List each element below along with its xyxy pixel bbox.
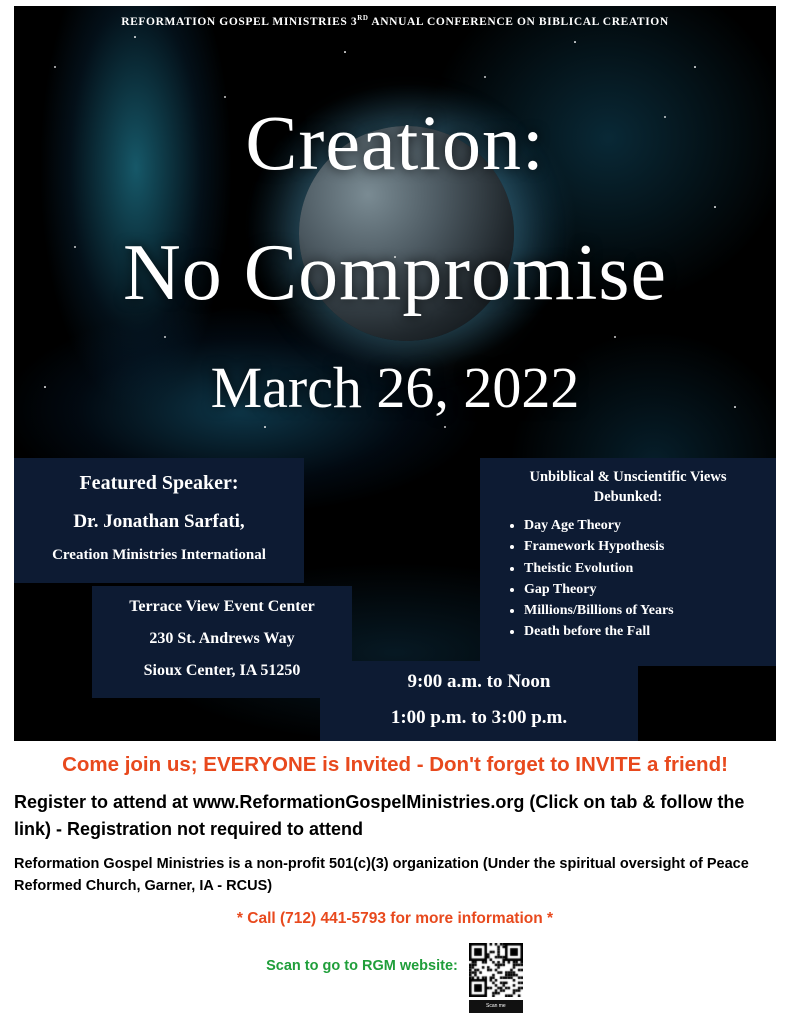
debunked-views-box — [480, 458, 776, 666]
conference-header-suffix: ANNUAL CONFERENCE ON BIBLICAL CREATION — [368, 15, 669, 28]
poster-date: March 26, 2022 — [210, 355, 580, 420]
conference-header — [14, 14, 776, 28]
list-item: • Framework Hypothesis — [524, 536, 770, 557]
debunked-views-list — [486, 515, 770, 643]
poster-title-line2: No Compromise — [122, 229, 668, 317]
featured-speaker-name: Dr. Jonathan Sarfati, — [73, 511, 245, 532]
qr-caption: Scan me — [469, 1000, 523, 1013]
session-times-box — [320, 661, 638, 741]
poster-title-line1: Creation: — [245, 99, 545, 186]
list-item: • Gap Theory — [524, 579, 770, 600]
qr-scan-row — [0, 942, 790, 1014]
conference-header-prefix: REFORMATION GOSPEL MINISTRIES 3 — [121, 15, 358, 28]
debunked-views-heading-line1: Unbiblical & Unscientific Views — [529, 469, 727, 485]
session-time-morning: 9:00 a.m. to Noon — [407, 671, 551, 692]
venue-street: 230 St. Andrews Way — [149, 630, 295, 647]
list-item: • Day Age Theory — [524, 515, 770, 536]
poster-image — [14, 6, 776, 741]
register-line: Register to attend at www.ReformationGospelMinistries.org (Click on tab & follow the link) - Registration not required to attend — [14, 792, 745, 839]
qr-code-canvas — [469, 943, 523, 997]
invite-line: Come join us; EVERYONE is Invited - Don't forget to INVITE a friend! — [62, 753, 728, 776]
list-item: • Death before the Fall — [524, 621, 770, 642]
nonprofit-line: Reformation Gospel Ministries is a non-profit 501(c)(3) organization (Under the spiritual oversight of Peace Reformed Church, Garner, IA - RCUS) — [14, 856, 749, 895]
featured-speaker-label: Featured Speaker: — [79, 472, 239, 494]
call-line: * Call (712) 441-5793 for more information * — [236, 909, 554, 927]
venue-name: Terrace View Event Center — [129, 598, 315, 615]
session-time-afternoon: 1:00 p.m. to 3:00 p.m. — [390, 707, 568, 728]
featured-speaker-box — [14, 458, 304, 583]
footer-section — [0, 745, 790, 1014]
venue-box — [92, 586, 352, 698]
venue-city: Sioux Center, IA 51250 — [143, 662, 301, 679]
scan-label: Scan to go to RGM website: — [266, 957, 458, 974]
debunked-views-heading-line2: Debunked: — [593, 488, 663, 505]
featured-speaker-org: Creation Ministries International — [52, 547, 266, 563]
qr-code[interactable] — [468, 942, 524, 1014]
list-item: • Millions/Billions of Years — [524, 600, 770, 621]
conference-header-ordinal: RD — [357, 14, 369, 22]
debunked-views-heading — [486, 468, 770, 507]
list-item: • Theistic Evolution — [524, 558, 770, 579]
